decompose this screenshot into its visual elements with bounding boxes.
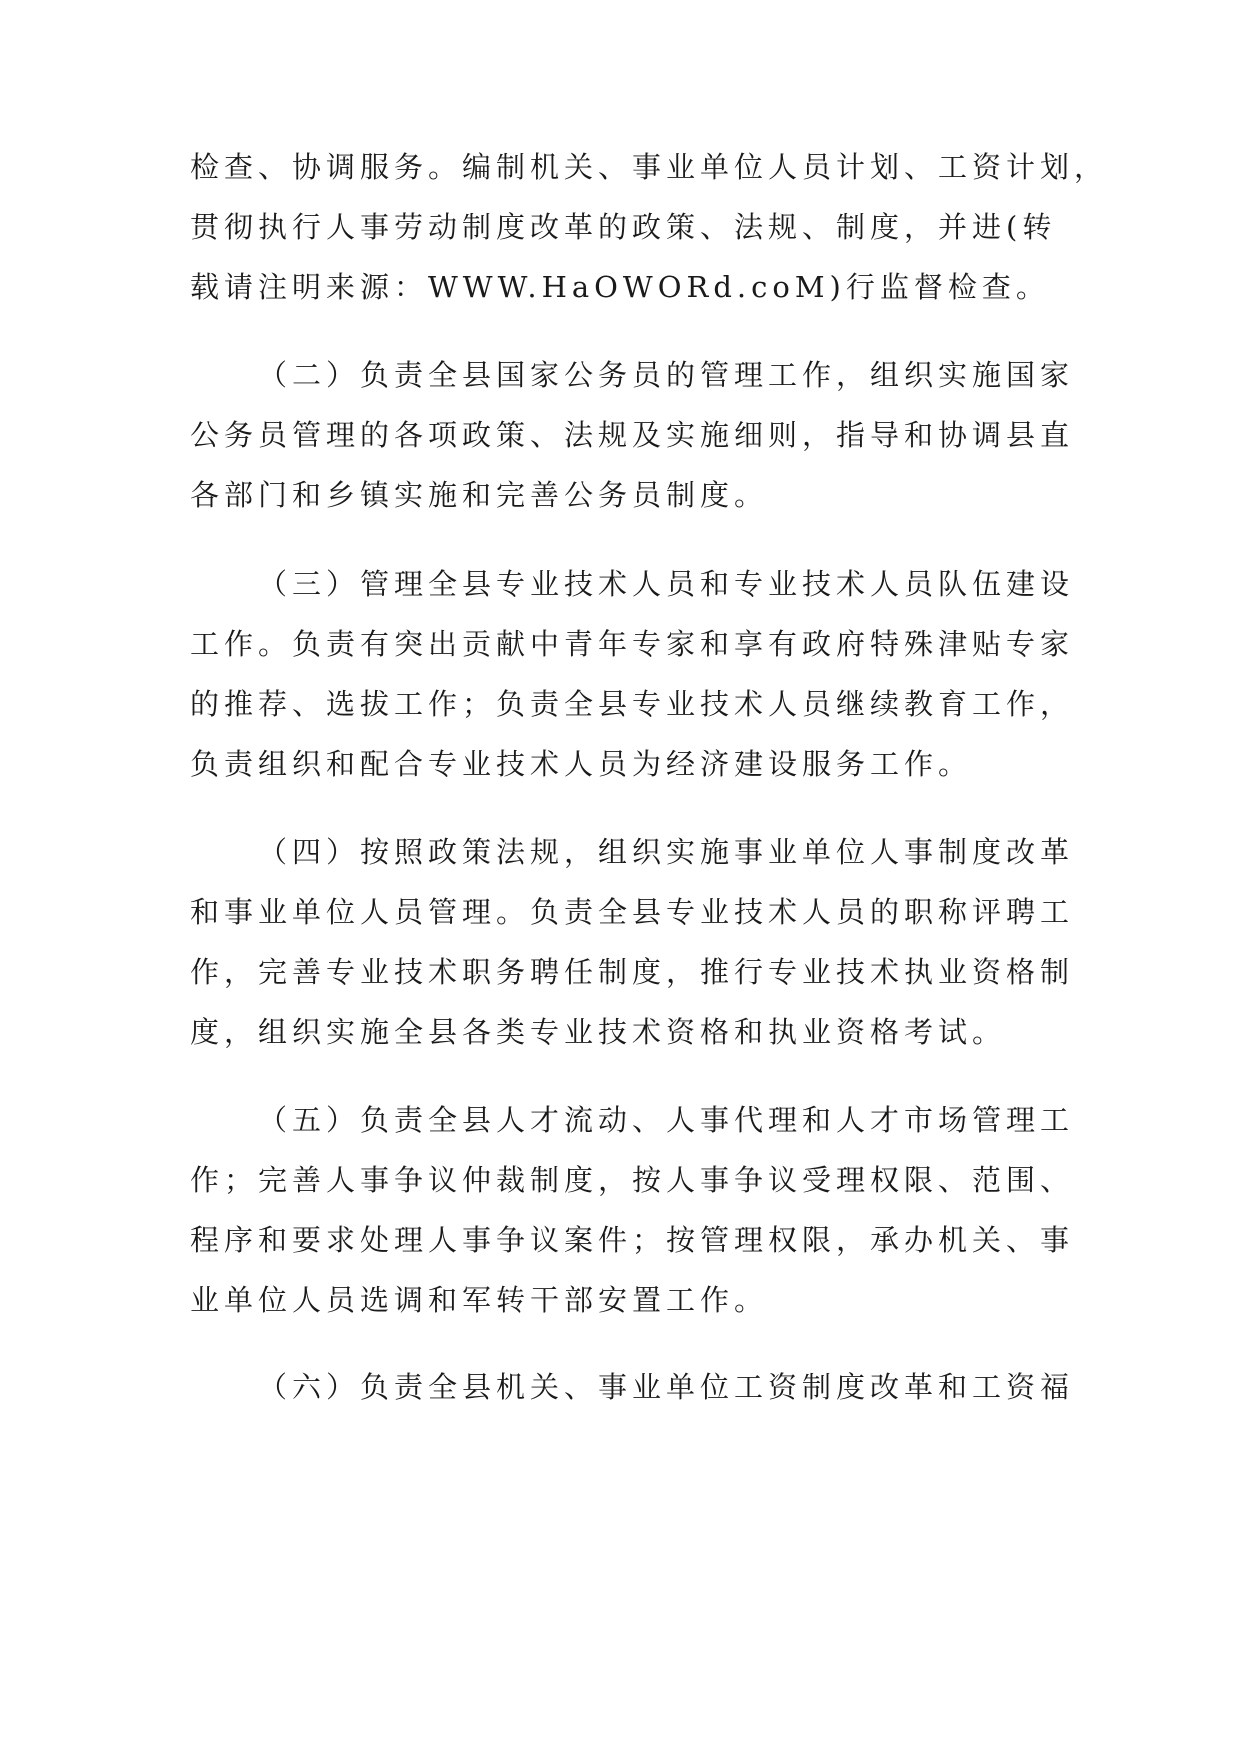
paragraph-line: 检查、协调服务。编制机关、事业单位人员计划、工资计划， bbox=[190, 150, 1109, 184]
paragraph-3 bbox=[190, 554, 1075, 794]
paragraph-4 bbox=[190, 822, 1075, 1062]
paragraph-line: 业单位人员选调和军转干部安置工作。 bbox=[190, 1283, 769, 1317]
paragraph-line: 各部门和乡镇实施和完善公务员制度。 bbox=[190, 478, 769, 512]
paragraph-line: 贯彻执行人事劳动制度改革的政策、法规、制度，并进(转 bbox=[190, 210, 1057, 244]
paragraph-line: 作；完善人事争议仲裁制度，按人事争议受理权限、范围、 bbox=[190, 1163, 1075, 1197]
paragraph-line: （四）按照政策法规，组织实施事业单位人事制度改革 bbox=[258, 835, 1075, 869]
paragraph-6 bbox=[190, 1357, 1075, 1417]
paragraph-line: （五）负责全县人才流动、人事代理和人才市场管理工 bbox=[258, 1103, 1075, 1137]
paragraph-line: 工作。负责有突出贡献中青年专家和享有政府特殊津贴专家 bbox=[190, 627, 1075, 661]
paragraph-line: 载请注明来源：WWW.HaOWORd.coM)行监督检查。 bbox=[190, 270, 1050, 304]
paragraph-2 bbox=[190, 345, 1075, 525]
paragraph-line: 公务员管理的各项政策、法规及实施细则，指导和协调县直 bbox=[190, 418, 1075, 452]
paragraph-line: 程序和要求处理人事争议案件；按管理权限，承办机关、事 bbox=[190, 1223, 1075, 1257]
paragraph-line: （二）负责全县国家公务员的管理工作，组织实施国家 bbox=[258, 358, 1075, 392]
paragraph-line: （三）管理全县专业技术人员和专业技术人员队伍建设 bbox=[258, 567, 1075, 601]
paragraph-line: 度，组织实施全县各类专业技术资格和执业资格考试。 bbox=[190, 1015, 1007, 1049]
paragraph-5 bbox=[190, 1090, 1075, 1330]
paragraph-line: （六）负责全县机关、事业单位工资制度改革和工资福 bbox=[258, 1370, 1075, 1404]
paragraph-line: 作，完善专业技术职务聘任制度，推行专业技术执业资格制 bbox=[190, 955, 1075, 989]
paragraph-1 bbox=[190, 137, 1109, 317]
paragraph-line: 的推荐、选拔工作；负责全县专业技术人员继续教育工作， bbox=[190, 687, 1075, 721]
paragraph-line: 和事业单位人员管理。负责全县专业技术人员的职称评聘工 bbox=[190, 895, 1075, 929]
paragraph-line: 负责组织和配合专业技术人员为经济建设服务工作。 bbox=[190, 747, 973, 781]
